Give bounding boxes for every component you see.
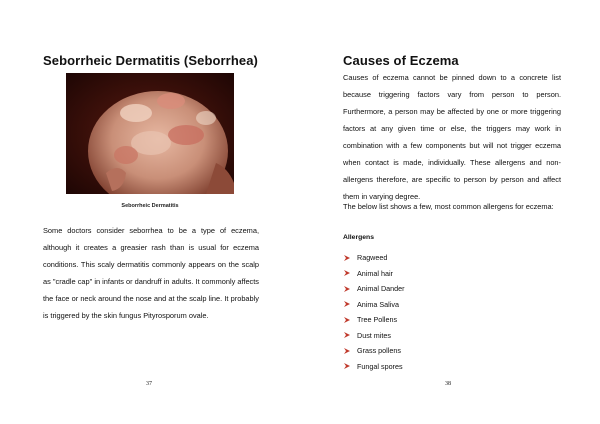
seborrheic-dermatitis-photo bbox=[66, 73, 234, 194]
list-item bbox=[343, 281, 405, 297]
left-page-title: Seborrheic Dermatitis (Seborrhea) bbox=[43, 53, 258, 68]
list-item bbox=[343, 328, 405, 344]
arrow-bullet-icon bbox=[343, 316, 351, 324]
allergens-intro-paragraph: The below list shows a few, most common allergens for eczema: bbox=[343, 202, 554, 211]
list-item bbox=[343, 297, 405, 313]
list-item-label: Grass pollens bbox=[357, 346, 401, 356]
image-caption: Seborrheic Dermatitis bbox=[121, 203, 179, 209]
allergens-heading: Allergens bbox=[343, 234, 374, 241]
scalp-illustration bbox=[66, 73, 234, 194]
list-item-label: Dust mites bbox=[357, 330, 391, 340]
arrow-bullet-icon bbox=[343, 347, 351, 355]
right-page-title: Causes of Eczema bbox=[343, 53, 459, 68]
arrow-bullet-icon bbox=[343, 285, 351, 293]
causes-paragraph: Causes of eczema cannot be pinned down to a concrete list because triggering factors vary from person to person. Furthermore, a person may be affected by one or more triggering factors at any given time or else, the triggers may work in combination with a few components but will not trigger eczema when contact is made, individually. These allergens and non-allergens therefore, are specific to person by person and affect them in varying degree. bbox=[343, 73, 561, 201]
left-paragraph: Some doctors consider seborrhea to be a type of eczema, although it creates a greasier rash than is usual for eczema conditions. This scaly dermatitis commonly appears on the scalp as "cradle cap" in infants or dandruff in adults. It commonly affects the face or neck around the nose and at the scalp line. It probably is triggered by the skin fungus Pityrosporum ovale. bbox=[43, 226, 259, 320]
list-item bbox=[343, 266, 405, 282]
list-item-label: Fungal spores bbox=[357, 361, 403, 371]
list-item bbox=[343, 359, 405, 375]
arrow-bullet-icon bbox=[343, 269, 351, 277]
list-item bbox=[343, 250, 405, 266]
list-item-label: Animal Dander bbox=[357, 284, 405, 294]
list-item bbox=[343, 343, 405, 359]
arrow-bullet-icon bbox=[343, 300, 351, 308]
list-item-label: Anima Saliva bbox=[357, 299, 399, 309]
arrow-bullet-icon bbox=[343, 362, 351, 370]
page-number-right: 38 bbox=[445, 381, 451, 387]
list-item-label: Ragweed bbox=[357, 253, 388, 263]
arrow-bullet-icon bbox=[343, 331, 351, 339]
page-number-left: 37 bbox=[146, 381, 152, 387]
arrow-bullet-icon bbox=[343, 254, 351, 262]
allergen-list bbox=[343, 250, 405, 374]
list-item-label: Animal hair bbox=[357, 268, 393, 278]
list-item-label: Tree Pollens bbox=[357, 315, 398, 325]
list-item bbox=[343, 312, 405, 328]
